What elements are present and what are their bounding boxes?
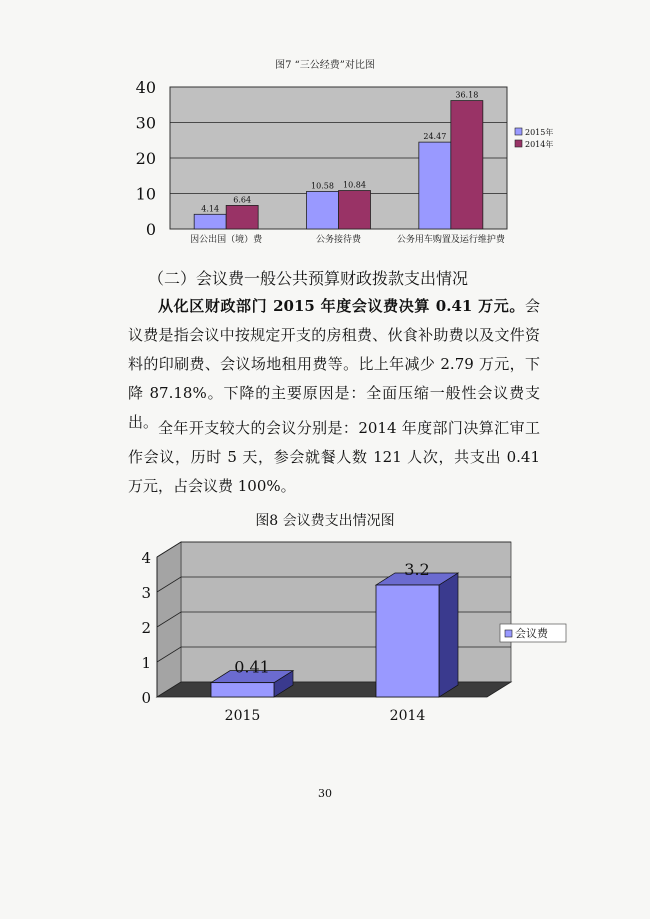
- y-tick-label: 2: [141, 619, 151, 637]
- data-label: 36.18: [455, 90, 479, 100]
- paragraph-bold-lead: 从化区财政部门 2015 年度会议费决算 0.41 万元。: [158, 297, 525, 315]
- data-label: 10.58: [311, 181, 334, 191]
- data-label: 3.2: [404, 560, 430, 579]
- bar-side: [439, 573, 458, 697]
- bar: [226, 205, 258, 229]
- y-tick-label: 0: [141, 689, 151, 707]
- x-tick-label: 公务接待费: [315, 235, 362, 245]
- legend-swatch: [505, 630, 512, 637]
- chart-figure-7: [100, 78, 580, 250]
- figure-8-title: 图8 会议费支出情况图: [255, 513, 395, 529]
- x-tick-label: 因公出国（境）费: [190, 235, 263, 245]
- data-label: 6.64: [233, 195, 252, 205]
- legend-label: 2015年: [525, 128, 554, 137]
- legend-swatch: [515, 128, 522, 135]
- data-label: 24.47: [423, 132, 447, 142]
- page-number: 30: [318, 787, 332, 800]
- figure-7-title: 图7 “三公经费”对比图: [275, 60, 375, 71]
- legend-swatch: [515, 140, 522, 147]
- x-tick-label: 公务用车购置及运行维护费: [396, 235, 505, 245]
- chart-figure-8: [130, 540, 570, 730]
- y-tick-label: 10: [135, 184, 156, 204]
- x-tick-label: 2014: [389, 708, 426, 724]
- y-tick-label: 3: [141, 584, 151, 602]
- bar: [451, 101, 483, 229]
- bar: [211, 683, 274, 697]
- data-label: 4.14: [201, 204, 220, 214]
- y-tick-label: 0: [145, 220, 156, 239]
- legend-label: 2014年: [525, 140, 554, 149]
- bar: [376, 585, 439, 697]
- bar: [194, 214, 226, 229]
- paragraph-body: 会议费是指会议中按规定开支的房租费、伙食补助费以及文件资料的印刷费、会议场地租用费等。比上年减少 2.79 万元，下降 87.18%。下降的主要原因是：全面压缩一般性会议费支出。: [128, 297, 540, 431]
- bar: [307, 191, 339, 229]
- paragraph-major-meetings: 全年开支较大的会议分别是：2014 年度部门决算汇审工作会议，历时 5 天，参会就餐人数 121 人次，共支出 0.41 万元，占会议费 100%。: [128, 419, 540, 495]
- y-tick-label: 40: [135, 78, 156, 97]
- y-tick-label: 20: [135, 149, 156, 168]
- bar: [419, 142, 451, 229]
- data-label: 0.41: [234, 657, 270, 677]
- legend-label: 会议费: [515, 627, 548, 640]
- data-label: 10.84: [343, 180, 366, 190]
- bar: [339, 191, 371, 229]
- section-heading: （二）会议费一般公共预算财政拨款支出情况: [148, 269, 469, 288]
- y-tick-label: 4: [141, 549, 151, 567]
- y-tick-label: 1: [141, 654, 151, 672]
- y-tick-label: 30: [135, 113, 156, 133]
- x-tick-label: 2015: [224, 708, 261, 724]
